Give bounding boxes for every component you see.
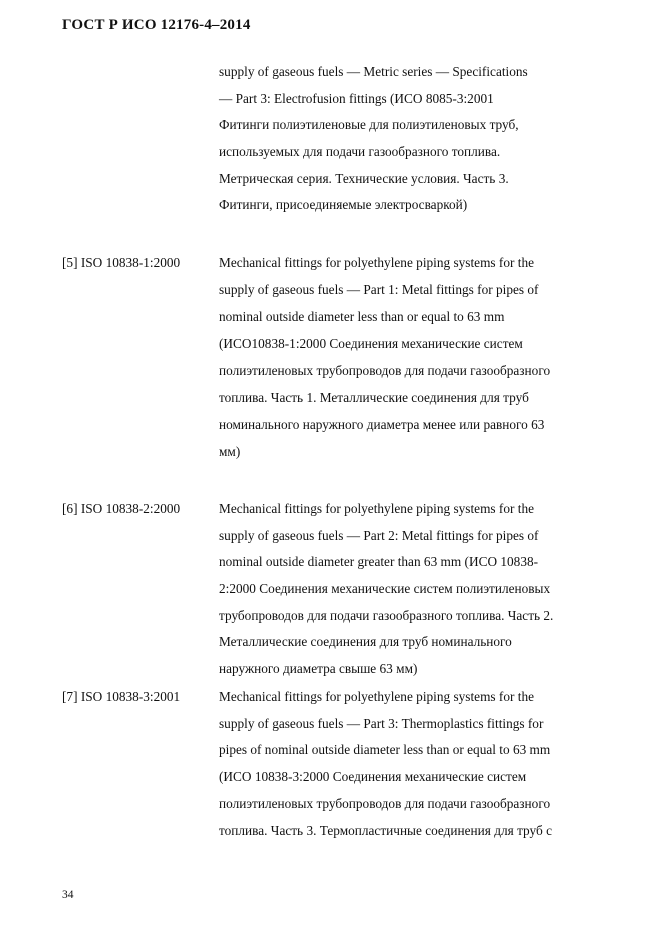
reference-id: [7] ISO 10838-3:2001 [62,689,181,704]
text-line: (ИСО 10838-3:2000 Соединения механические систем [219,769,527,784]
text-line: используемых для подачи газообразного топлива. [219,144,501,159]
page-header: ГОСТ Р ИСО 12176-4–2014 [62,17,251,33]
text-line: полиэтиленовых трубопроводов для подачи газообразного [219,796,551,811]
text-line: мм) [219,444,241,459]
text-line: pipes of nominal outside diameter less than or equal to 63 mm [219,742,551,757]
page-number: 34 [62,889,74,901]
text-line: supply of gaseous fuels — Metric series — Specifications [219,64,528,79]
text-line: Фитинги, присоединяемые электросваркой) [219,197,468,212]
text-line: топлива. Часть 3. Термопластичные соединения для труб с [219,823,552,838]
text-line: supply of gaseous fuels — Part 1: Metal fittings for pipes of [219,282,539,297]
text-line: Mechanical fittings for polyethylene piping systems for the [219,255,534,270]
text-line: Металлические соединения для труб номинального [219,634,512,649]
text-line: — Part 3: Electrofusion fittings (ИСО 8085-3:2001 [219,91,494,106]
text-line: полиэтиленовых трубопроводов для подачи газообразного [219,363,551,378]
text-line: Mechanical fittings for polyethylene piping systems for the [219,501,534,516]
text-line: топлива. Часть 1. Металлические соединения для труб [219,390,529,405]
text-line: трубопроводов для подачи газообразного топлива. Часть 2. [219,608,554,623]
text-line: номинального наружного диаметра менее или равного 63 [219,417,545,432]
text-line: 2:2000 Соединения механические систем полиэтиленовых [219,581,551,596]
text-line: Метрическая серия. Технические условия. Часть 3. [219,171,509,186]
text-line: Mechanical fittings for polyethylene piping systems for the [219,689,534,704]
text-line: nominal outside diameter less than or equal to 63 mm [219,309,505,324]
reference-id: [5] ISO 10838-1:2000 [62,255,181,270]
text-line: supply of gaseous fuels — Part 2: Metal fittings for pipes of [219,528,539,543]
text-line: supply of gaseous fuels — Part 3: Thermoplastics fittings for [219,716,544,731]
text-line: Фитинги полиэтиленовые для полиэтиленовых труб, [219,117,519,132]
text-line: (ИСО10838-1:2000 Соединения механические систем [219,336,523,351]
text-line: nominal outside diameter greater than 63 mm (ИСО 10838- [219,554,539,569]
reference-id: [6] ISO 10838-2:2000 [62,501,181,516]
text-line: наружного диаметра свыше 63 мм) [219,661,418,676]
